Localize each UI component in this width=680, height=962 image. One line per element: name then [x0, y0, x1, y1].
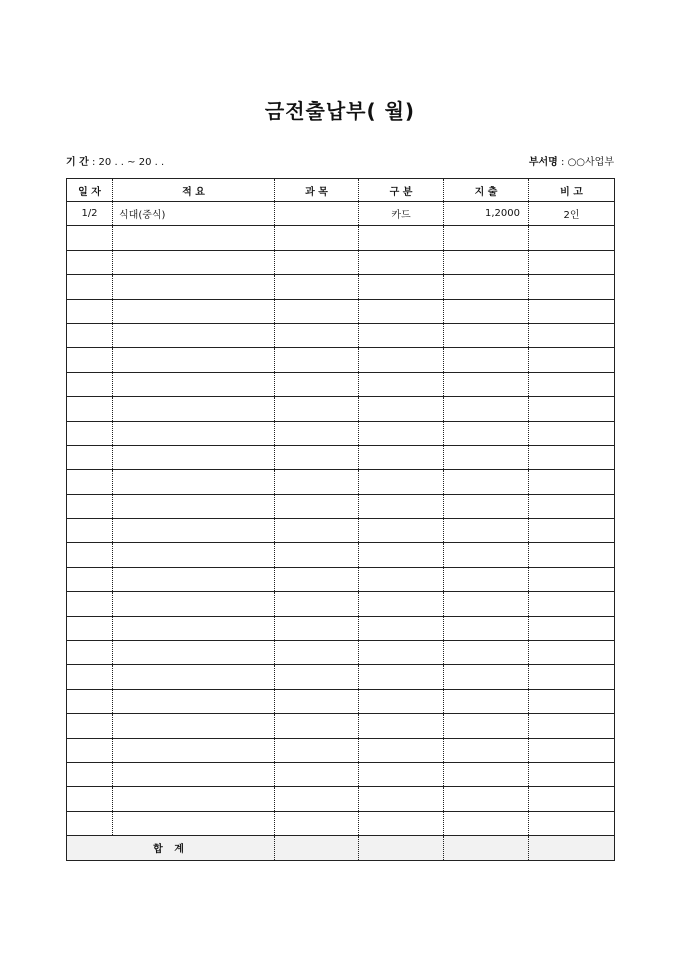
cell-account[interactable] — [275, 372, 359, 396]
table-row — [67, 592, 615, 616]
cell-note[interactable] — [529, 299, 615, 323]
table-row — [67, 397, 615, 421]
cell-account[interactable] — [275, 811, 359, 835]
cell-category[interactable] — [359, 348, 444, 372]
cell-account[interactable] — [275, 787, 359, 811]
cell-category[interactable] — [359, 592, 444, 616]
table-row — [67, 641, 615, 665]
cell-category[interactable] — [359, 762, 444, 786]
department-value[interactable]: : ○○사업부 — [561, 157, 614, 168]
cell-category[interactable] — [359, 641, 444, 665]
cell-date[interactable] — [67, 689, 113, 713]
cell-expense[interactable] — [444, 714, 529, 738]
cell-category[interactable] — [359, 543, 444, 567]
page-title: 금전출납부( 월) — [264, 99, 416, 123]
cell-account[interactable] — [275, 275, 359, 299]
cell-account[interactable] — [275, 689, 359, 713]
cell-description[interactable] — [113, 714, 275, 738]
cell-expense[interactable] — [444, 470, 529, 494]
cell-description[interactable] — [113, 445, 275, 469]
table-row — [67, 250, 615, 274]
cell-expense[interactable] — [444, 421, 529, 445]
cell-expense[interactable] — [444, 494, 529, 518]
cell-category[interactable] — [359, 811, 444, 835]
cell-description[interactable] — [113, 470, 275, 494]
cell-note[interactable] — [529, 689, 615, 713]
cell-expense[interactable] — [444, 567, 529, 591]
cell-account[interactable] — [275, 592, 359, 616]
cell-account[interactable] — [275, 738, 359, 762]
cell-description[interactable] — [113, 641, 275, 665]
cell-account[interactable] — [275, 250, 359, 274]
cell-category[interactable] — [359, 714, 444, 738]
cell-note[interactable] — [529, 323, 615, 347]
table-row — [67, 811, 615, 835]
total-row — [67, 836, 615, 860]
cell-note[interactable] — [529, 470, 615, 494]
cell-note[interactable] — [529, 567, 615, 591]
cell-category[interactable] — [359, 470, 444, 494]
cell-account[interactable] — [275, 519, 359, 543]
cell-note[interactable] — [529, 641, 615, 665]
cell-account[interactable] — [275, 494, 359, 518]
cell-description[interactable] — [113, 543, 275, 567]
header-account: 과 목 — [275, 179, 359, 202]
cell-note[interactable] — [529, 519, 615, 543]
cell-category[interactable] — [359, 738, 444, 762]
department-label: 부서명 — [528, 157, 558, 168]
cell-expense[interactable] — [444, 689, 529, 713]
cell-category[interactable] — [359, 226, 444, 250]
cell-description[interactable] — [113, 811, 275, 835]
cell-date[interactable] — [67, 323, 113, 347]
cell-description[interactable] — [113, 323, 275, 347]
period-value[interactable]: : 20 . . ~ 20 . . — [92, 157, 165, 168]
ledger-table — [66, 178, 615, 861]
cell-description[interactable] — [113, 592, 275, 616]
cell-note[interactable] — [529, 226, 615, 250]
cell-description[interactable] — [113, 787, 275, 811]
cell-expense[interactable] — [444, 665, 529, 689]
cell-expense[interactable] — [444, 616, 529, 640]
cell-account[interactable] — [275, 323, 359, 347]
header-category: 구 분 — [359, 179, 444, 202]
cell-description[interactable] — [113, 275, 275, 299]
table-row — [67, 665, 615, 689]
cell-expense[interactable] — [444, 323, 529, 347]
table-row — [67, 738, 615, 762]
cell-category[interactable] — [359, 445, 444, 469]
total-cell-account[interactable] — [275, 836, 359, 860]
cell-note[interactable] — [529, 543, 615, 567]
cell-account[interactable] — [275, 226, 359, 250]
department-line — [529, 153, 614, 168]
cell-description[interactable] — [113, 616, 275, 640]
cell-date[interactable] — [67, 445, 113, 469]
total-cell-expense[interactable] — [444, 836, 529, 860]
cell-category[interactable] — [359, 616, 444, 640]
cell-account[interactable] — [275, 616, 359, 640]
cell-expense[interactable] — [444, 348, 529, 372]
cell-note[interactable] — [529, 397, 615, 421]
cell-description[interactable] — [113, 519, 275, 543]
cell-category[interactable] — [359, 275, 444, 299]
cell-date[interactable] — [67, 470, 113, 494]
cell-account[interactable] — [275, 299, 359, 323]
cell-note[interactable] — [529, 714, 615, 738]
cell-category[interactable] — [359, 299, 444, 323]
cell-date[interactable] — [67, 299, 113, 323]
cell-account[interactable] — [275, 202, 359, 226]
cell-description[interactable] — [113, 397, 275, 421]
cell-description[interactable]: 식대(중식) — [113, 202, 275, 226]
cell-expense[interactable] — [444, 641, 529, 665]
cell-date[interactable] — [67, 592, 113, 616]
cell-category[interactable] — [359, 519, 444, 543]
cell-description[interactable] — [113, 665, 275, 689]
cell-note[interactable]: 2인 — [529, 202, 615, 226]
cell-category[interactable] — [359, 250, 444, 274]
cell-description[interactable] — [113, 494, 275, 518]
cell-category[interactable] — [359, 787, 444, 811]
cell-expense[interactable] — [444, 275, 529, 299]
cell-description[interactable] — [113, 372, 275, 396]
cell-account[interactable] — [275, 714, 359, 738]
table-row — [67, 714, 615, 738]
cell-date[interactable] — [67, 616, 113, 640]
cell-note[interactable] — [529, 787, 615, 811]
table-row — [67, 421, 615, 445]
table-row — [67, 202, 615, 226]
cell-date[interactable] — [67, 762, 113, 786]
header-date: 일 자 — [67, 179, 113, 202]
cell-expense[interactable]: 1,2000 — [444, 202, 529, 226]
cell-note[interactable] — [529, 592, 615, 616]
cell-category[interactable] — [359, 665, 444, 689]
table-row — [67, 348, 615, 372]
total-label: 합 계 — [67, 836, 275, 860]
cell-expense[interactable] — [444, 519, 529, 543]
table-row — [67, 519, 615, 543]
cell-note[interactable] — [529, 250, 615, 274]
cell-expense[interactable] — [444, 226, 529, 250]
cell-expense[interactable] — [444, 372, 529, 396]
cell-date[interactable] — [67, 641, 113, 665]
cell-date[interactable] — [67, 665, 113, 689]
header-description: 적 요 — [113, 179, 275, 202]
table-row — [67, 226, 615, 250]
cell-description[interactable] — [113, 567, 275, 591]
period-label: 기 간 — [66, 157, 89, 168]
cell-date[interactable] — [67, 494, 113, 518]
cell-expense[interactable] — [444, 762, 529, 786]
total-cell-category[interactable] — [359, 836, 444, 860]
table-row — [67, 299, 615, 323]
cell-description[interactable] — [113, 421, 275, 445]
cell-note[interactable] — [529, 665, 615, 689]
table-row — [67, 275, 615, 299]
cell-description[interactable] — [113, 226, 275, 250]
cell-account[interactable] — [275, 641, 359, 665]
cell-expense[interactable] — [444, 543, 529, 567]
cell-category[interactable] — [359, 397, 444, 421]
cell-expense[interactable] — [444, 787, 529, 811]
cell-description[interactable] — [113, 299, 275, 323]
cell-description[interactable] — [113, 738, 275, 762]
cell-description[interactable] — [113, 762, 275, 786]
table-row — [67, 616, 615, 640]
cell-date[interactable] — [67, 226, 113, 250]
cell-date[interactable] — [67, 348, 113, 372]
table-row — [67, 762, 615, 786]
cell-category[interactable]: 카드 — [359, 202, 444, 226]
cell-account[interactable] — [275, 470, 359, 494]
header-expense: 지 출 — [444, 179, 529, 202]
table-row — [67, 787, 615, 811]
cell-account[interactable] — [275, 762, 359, 786]
table-row — [67, 689, 615, 713]
cell-category[interactable] — [359, 323, 444, 347]
cell-account[interactable] — [275, 445, 359, 469]
cell-date[interactable] — [67, 372, 113, 396]
cell-date[interactable] — [67, 275, 113, 299]
cell-category[interactable] — [359, 567, 444, 591]
cell-category[interactable] — [359, 494, 444, 518]
cell-note[interactable] — [529, 348, 615, 372]
cell-note[interactable] — [529, 445, 615, 469]
cell-expense[interactable] — [444, 250, 529, 274]
cell-account[interactable] — [275, 665, 359, 689]
cell-note[interactable] — [529, 762, 615, 786]
header-row — [67, 179, 615, 202]
cell-account[interactable] — [275, 397, 359, 421]
table-row — [67, 543, 615, 567]
cell-account[interactable] — [275, 543, 359, 567]
cell-description[interactable] — [113, 250, 275, 274]
table-row — [67, 470, 615, 494]
cell-date[interactable] — [67, 738, 113, 762]
cell-category[interactable] — [359, 372, 444, 396]
table-row — [67, 445, 615, 469]
cell-note[interactable] — [529, 738, 615, 762]
cell-description[interactable] — [113, 689, 275, 713]
cell-note[interactable] — [529, 616, 615, 640]
cell-account[interactable] — [275, 348, 359, 372]
cell-date[interactable] — [67, 787, 113, 811]
cell-description[interactable] — [113, 348, 275, 372]
cell-date[interactable]: 1/2 — [67, 202, 113, 226]
cell-expense[interactable] — [444, 592, 529, 616]
header-note: 비 고 — [529, 179, 615, 202]
cell-expense[interactable] — [444, 738, 529, 762]
cell-date[interactable] — [67, 519, 113, 543]
cell-note[interactable] — [529, 421, 615, 445]
period-line — [66, 153, 164, 168]
cell-expense[interactable] — [444, 299, 529, 323]
cell-category[interactable] — [359, 421, 444, 445]
cell-account[interactable] — [275, 421, 359, 445]
table-row — [67, 372, 615, 396]
cell-note[interactable] — [529, 372, 615, 396]
cell-expense[interactable] — [444, 445, 529, 469]
table-row — [67, 494, 615, 518]
cell-date[interactable] — [67, 250, 113, 274]
table-row — [67, 323, 615, 347]
cell-date[interactable] — [67, 567, 113, 591]
cell-account[interactable] — [275, 567, 359, 591]
cell-expense[interactable] — [444, 397, 529, 421]
cell-category[interactable] — [359, 689, 444, 713]
cell-note[interactable] — [529, 811, 615, 835]
cell-note[interactable] — [529, 494, 615, 518]
cell-date[interactable] — [67, 397, 113, 421]
total-cell-note[interactable] — [529, 836, 615, 860]
cell-expense[interactable] — [444, 811, 529, 835]
cell-date[interactable] — [67, 543, 113, 567]
cell-date[interactable] — [67, 811, 113, 835]
cell-note[interactable] — [529, 275, 615, 299]
cell-date[interactable] — [67, 714, 113, 738]
cell-date[interactable] — [67, 421, 113, 445]
table-row — [67, 567, 615, 591]
